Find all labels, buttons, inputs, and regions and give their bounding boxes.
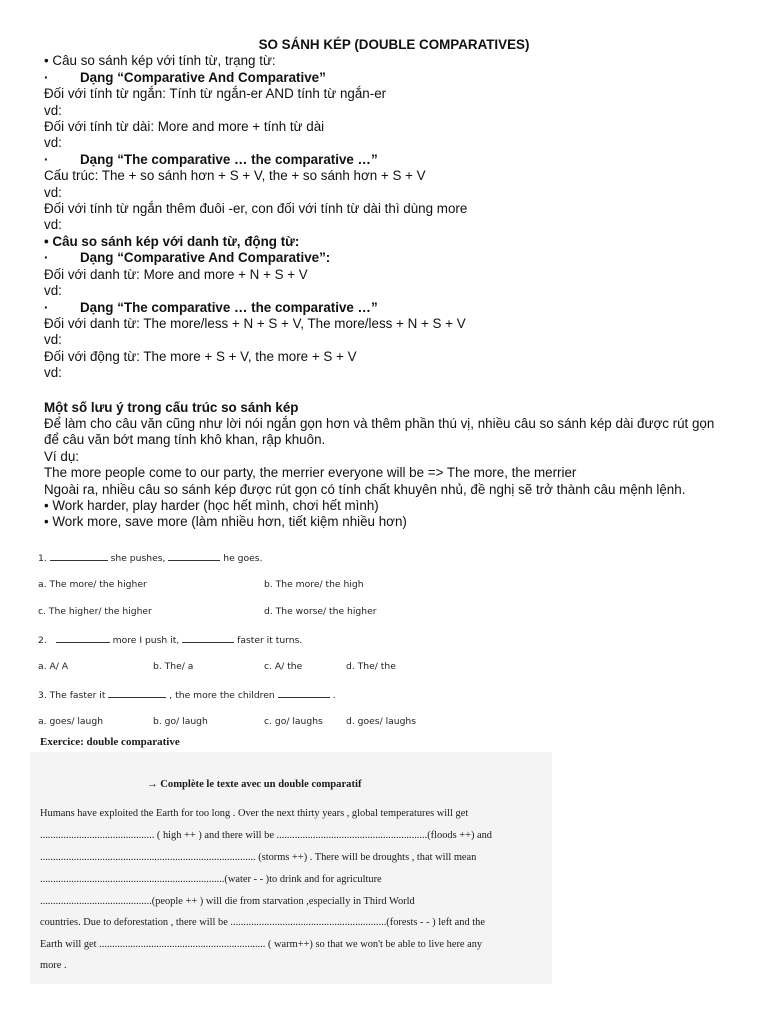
noun-form1-heading — [44, 250, 744, 266]
adj-form1-long: Đối với tính từ dài: More and more + tính từ dài — [44, 119, 325, 135]
answer-blank — [182, 633, 234, 643]
adj-form2-label: Dạng “The comparative … the comparative …” — [80, 151, 378, 167]
adj-form2-note: Đối với tính từ ngắn thêm đuôi -er, con đối với tính từ dài thì dùng more — [44, 201, 468, 217]
exercise-line: Humans have exploited the Earth for too long . Over the next thirty years , global temperatures will get — [40, 808, 469, 819]
q2-option-c: c. A/ the — [264, 661, 303, 672]
exercise-instruction: → Complète le texte avec un double comparatif — [147, 779, 362, 790]
q3-end: . — [332, 690, 336, 701]
q1-option-a: a. The more/ the higher — [38, 579, 147, 590]
q2-end: faster it turns. — [237, 635, 303, 646]
q3-option-a: a. goes/ laugh — [38, 716, 104, 727]
exercise-line: ...........................................(people ++ ) will die from starvation ,especially in Third World — [40, 896, 415, 907]
answer-blank — [56, 633, 110, 643]
noun-form2-heading — [44, 300, 744, 316]
notes-bullet-1: • Work harder, play harder (học hết mình, chơi hết mình) — [44, 497, 379, 513]
q3-option-b: b. go/ laugh — [153, 716, 208, 727]
exercise-line: ................................................................................... (storms ++) . There will be droughts , that will mean — [40, 852, 477, 863]
bullet-dot: · — [44, 151, 49, 167]
exercise-line: Earth will get ................................................................ ( warm++) so that we won't be able to live here any — [40, 939, 483, 950]
q1-number: 1. — [38, 553, 47, 564]
q3-middle: , the more the children — [169, 690, 275, 701]
quiz-question-3 — [38, 688, 335, 702]
q1-middle: she pushes, — [110, 553, 166, 564]
answer-blank — [108, 688, 166, 698]
notes-bullet-2: • Work more, save more (làm nhiều hơn, tiết kiệm nhiều hơn) — [44, 514, 407, 530]
notes-p1-line1: Để làm cho câu văn cũng như lời nói ngắn gọn hơn và thêm phần thú vị, nhiều câu so sánh kép dài được rút gọn — [44, 415, 715, 431]
answer-blank — [50, 551, 108, 561]
exercise-line: .......................................................................(water - - )to drink and for agriculture — [40, 874, 382, 885]
q3-option-c: c. go/ laughs — [264, 716, 323, 727]
noun-form2-noun: Đối với danh từ: The more/less + N + S + V, The more/less + N + S + V — [44, 315, 466, 331]
adj-form2-vd1: vd: — [44, 184, 62, 200]
answer-blank — [278, 688, 330, 698]
q1-option-d: d. The worse/ the higher — [264, 606, 377, 617]
adj-form2-heading — [44, 152, 744, 168]
adj-form2-vd2: vd: — [44, 217, 62, 233]
noun-section-heading: • Câu so sánh kép với danh từ, động từ: — [44, 233, 300, 249]
q1-option-c: c. The higher/ the higher — [38, 606, 152, 617]
exercise-line: countries. Due to deforestation , there will be ............................................................(forests - - ) left and the — [40, 917, 485, 928]
q1-end: he goes. — [223, 553, 263, 564]
q2-option-d: d. The/ the — [346, 661, 396, 672]
q1-option-b: b. The more/ the high — [264, 579, 364, 590]
exercise-title: Exercice: double comparative — [40, 736, 180, 748]
bullet-dot: · — [44, 299, 49, 315]
adj-form1-label: Dạng “Comparative And Comparative” — [80, 69, 326, 85]
q2-middle: more I push it, — [112, 635, 180, 646]
noun-form1-label: Dạng “Comparative And Comparative”: — [80, 250, 331, 266]
notes-example-label: Ví dụ: — [44, 448, 79, 464]
notes-heading: Một số lưu ý trong cấu trúc so sánh kép — [44, 399, 299, 415]
noun-form1-vd1: vd: — [44, 283, 62, 299]
answer-blank — [168, 551, 220, 561]
q2-number: 2. — [38, 635, 47, 646]
noun-form2-label: Dạng “The comparative … the comparative …” — [80, 299, 378, 315]
page-title: SO SÁNH KÉP (DOUBLE COMPARATIVES) — [258, 37, 530, 52]
noun-form2-vd1: vd: — [44, 332, 62, 348]
notes-example: The more people come to our party, the merrier everyone will be => The more, the merrier — [44, 465, 577, 481]
theory-section — [44, 37, 744, 531]
q3-start: 3. The faster it — [38, 690, 106, 701]
noun-form2-vd2: vd: — [44, 365, 62, 381]
adj-section-heading: • Câu so sánh kép với tính từ, trạng từ: — [44, 53, 276, 69]
adj-form2-structure: Cấu trúc: The + so sánh hơn + S + V, the + so sánh hơn + S + V — [44, 168, 426, 184]
noun-form1-noun: Đối với danh từ: More and more + N + S + V — [44, 266, 308, 282]
q2-option-a: a. A/ A — [38, 661, 69, 672]
adj-form1-vd2: vd: — [44, 135, 62, 151]
exercise-line: ............................................ ( high ++ ) and there will be ..........................................................(floods ++) and — [40, 830, 493, 841]
bullet-dot: · — [44, 69, 49, 85]
adj-form1-short: Đối với tính từ ngắn: Tính từ ngắn-er AND tính từ ngắn-er — [44, 86, 387, 102]
spacer — [44, 382, 744, 400]
adj-form1-heading — [44, 70, 744, 86]
quiz-question-1 — [38, 551, 263, 565]
bullet-dot: · — [44, 250, 49, 266]
q2-option-b: b. The/ a — [153, 661, 194, 672]
adj-form1-vd1: vd: — [44, 102, 62, 118]
notes-p1-line2: để câu văn bớt mang tính khô khan, rập khuôn. — [44, 432, 326, 448]
q3-option-d: d. goes/ laughs — [346, 716, 417, 727]
notes-p2: Ngoài ra, nhiều câu so sánh kép được rút gọn có tính chất khuyên nhủ, đề nghị sẽ trở thành câu mệnh lệnh. — [44, 481, 686, 497]
exercise-line: more . — [40, 960, 67, 971]
noun-form2-verb: Đối với động từ: The more + S + V, the more + S + V — [44, 348, 357, 364]
quiz-question-2 — [38, 633, 302, 647]
